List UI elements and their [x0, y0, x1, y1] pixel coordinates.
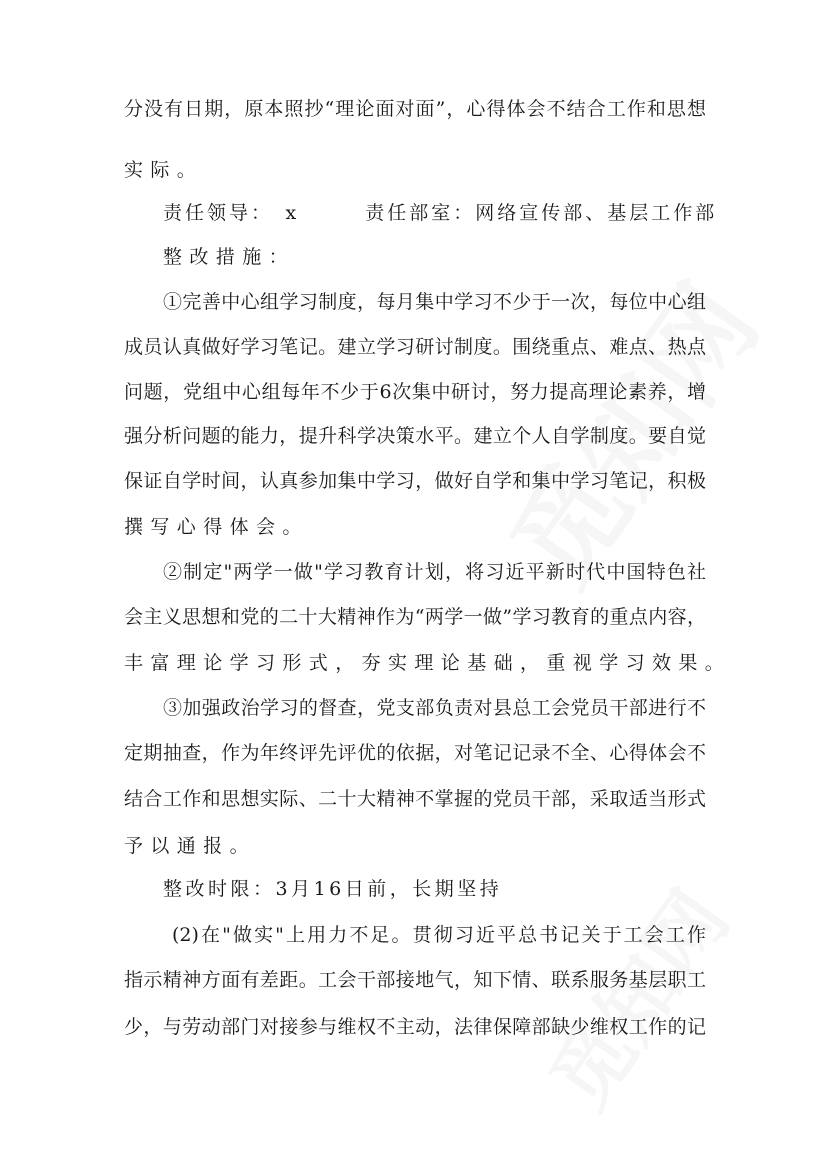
paragraph-line: ③加强政治学习的督查，党支部负责对县总工会党员干部进行不: [163, 697, 706, 719]
paragraph-line: 成员认真做好学习笔记。建立学习研讨制度。围绕重点、难点、热点: [124, 336, 706, 358]
paragraph-line: (2)在"做实"上用力不足。贯彻习近平总书记关于工会工作: [172, 924, 706, 946]
watermark: [538, 879, 741, 1121]
responsibility-line: 责任领导： x 责任部室：网络宣传部、基层工作部: [163, 202, 718, 224]
paragraph-line: 丰富理论学习形式，夯实理论基础，重视学习效果。: [124, 652, 732, 674]
paragraph-line: 结合工作和思想实际、二十大精神不掌握的党员干部，采取适当形式: [124, 788, 706, 810]
paragraph-line: 少，与劳动部门对接参与维权不主动，法律保障部缺少维权工作的记: [124, 1016, 706, 1038]
paragraph-line: 指示精神方面有差距。工会干部接地气，知下情、联系服务基层职工: [124, 969, 706, 991]
section-heading: 整改措施：: [163, 246, 296, 268]
paragraph-line: 会主义思想和党的二十大精神作为“两学一做”学习教育的重点内容，: [124, 606, 706, 628]
paragraph-line: 保证自学时间，认真参加集中学习，做好自学和集中学习笔记，积极: [124, 470, 706, 492]
paragraph-line: 分没有日期，原本照抄“理论面对面”，心得体会不结合工作和思想: [124, 98, 706, 120]
deadline-line: 整改时限：3月16日前，长期坚持: [163, 878, 503, 900]
paragraph-line: 实际。: [124, 159, 204, 181]
paragraph-line: 强分析问题的能力，提升科学决策水平。建立个人自学制度。要自觉: [124, 425, 706, 447]
paragraph-line: 予以通报。: [124, 835, 257, 857]
paragraph-line: ②制定"两学一做"学习教育计划，将习近平新时代中国特色社: [163, 561, 706, 583]
paragraph-line: 定期抽查，作为年终评先评优的依据，对笔记记录不全、心得体会不: [124, 742, 706, 764]
paragraph-line: 问题，党组中心组每年不少于6次集中研讨，努力提高理论素养，增: [124, 381, 706, 403]
paragraph-line: ①完善中心组学习制度，每月集中学习不少于一次，每位中心组: [163, 291, 706, 313]
paragraph-line: 撰写心得体会。: [124, 516, 309, 538]
